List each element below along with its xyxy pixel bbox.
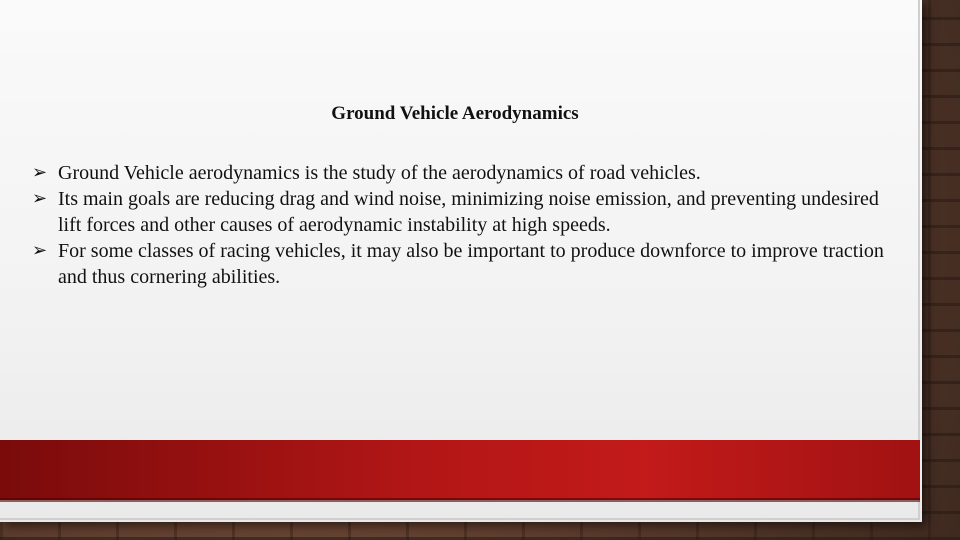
bullet-text: Its main goals are reducing drag and wind noise, minimizing noise emission, and preventing undesired lift forces and other causes of aerodynamic instability at high speeds. [58,188,879,236]
bullet-text: Ground Vehicle aerodynamics is the study of the aerodynamics of road vehicles. [58,162,701,184]
bullet-item [32,186,892,238]
arrow-bullet-icon: ➢ [32,240,48,261]
bullet-list [32,160,892,290]
arrow-bullet-icon: ➢ [32,162,48,183]
arrow-bullet-icon: ➢ [32,188,48,209]
red-band-shadow [0,498,920,502]
red-accent-band [0,440,920,500]
bullet-item [32,238,892,290]
bullet-item [32,160,892,186]
slide-title: Ground Vehicle Aerodynamics [331,103,579,124]
bullet-text: For some classes of racing vehicles, it may also be important to produce downforce to improve traction and thus cornering abilities. [58,240,884,288]
